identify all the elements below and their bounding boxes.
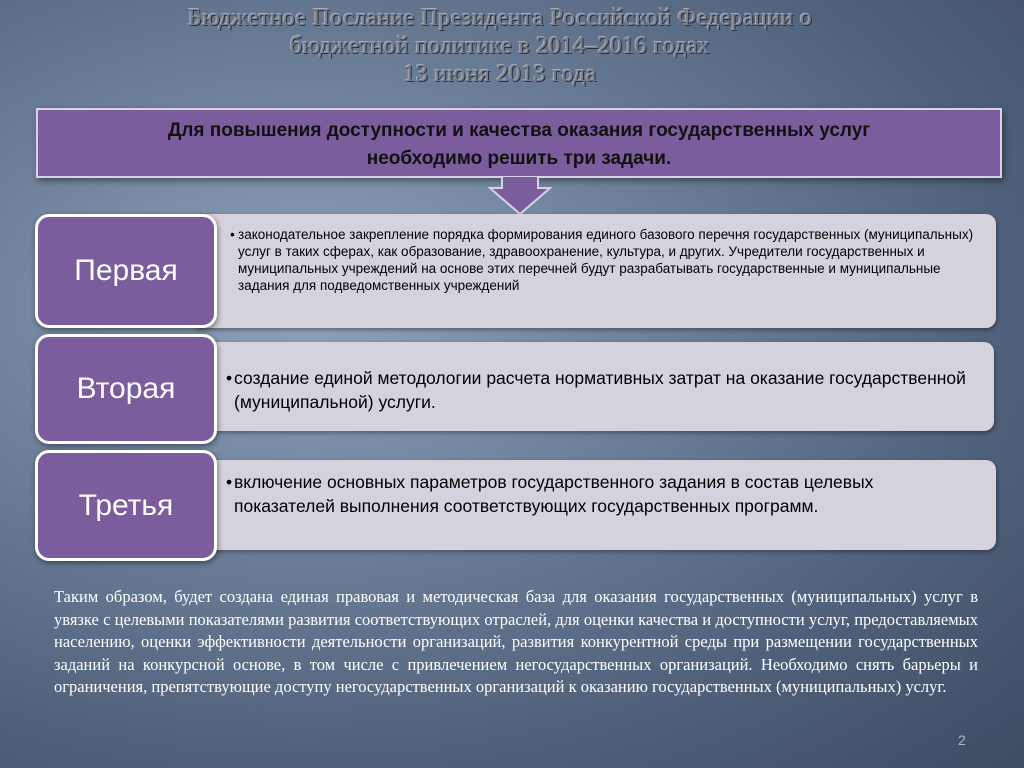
task-2-text-block bbox=[226, 366, 979, 414]
banner bbox=[36, 108, 1002, 178]
banner-line-2: необходимо решить три задачи. bbox=[366, 148, 672, 169]
task-3-text-block bbox=[226, 470, 969, 518]
page-number: 2 bbox=[958, 732, 966, 748]
title-line-3: 13 июня 2013 года bbox=[403, 61, 597, 87]
title-line-2: бюджетной политике в 2014–2016 годах bbox=[289, 33, 711, 59]
task-1-label: Первая bbox=[35, 214, 217, 328]
banner-line-1: Для повышения доступности и качества оказания государственных услуг bbox=[167, 120, 871, 141]
task-3-text: включение основных параметров государственного задания в состав целевых показателей выполнения соответствующих государственных программ. bbox=[234, 472, 874, 516]
conclusion-paragraph: Таким образом, будет создана единая правовая и методическая база для оказания государственных (муниципальных) услуг в увязке с целевыми показателями развития соответствующих отраслей, для оценки качества и доступности услуг, предоставляемых населению, оценки эффективности деятельности организаций, развития конкурентной среды при размещении государственных заданий на конкурсной основе, в том числе с привлечением негосударственных организаций. Необходимо снять барьеры и ограничения, препятствующие доступу негосударственных организаций к оказанию государственных (муниципальных) услуг. bbox=[54, 587, 978, 696]
bullet-icon: • bbox=[226, 472, 233, 492]
slide-title bbox=[0, 4, 1000, 88]
task-2-label: Вторая bbox=[35, 334, 217, 444]
down-arrow-icon bbox=[488, 176, 552, 216]
title-line-1: Бюджетное Послание Президента Российской Федерации о bbox=[187, 5, 813, 31]
task-2-text: создание единой методологии расчета нормативных затрат на оказание государственной (муниципальной) услуги. bbox=[234, 368, 966, 412]
task-1-text: законодательное закрепление порядка формирования единого базового перечня государственных (муниципальных) услуг в таких сферах, как образование, здравоохранение, культура, и других. Учредители государственных и муниципальных учреждений на основе этих перечней будут разрабатывать государственные и муниципальные задания для подведомственных учреждений bbox=[238, 227, 974, 293]
bullet-icon: • bbox=[226, 368, 233, 388]
task-1-text-block bbox=[230, 226, 978, 294]
bullet-icon: • bbox=[230, 227, 235, 242]
task-3-label: Третья bbox=[35, 450, 217, 561]
